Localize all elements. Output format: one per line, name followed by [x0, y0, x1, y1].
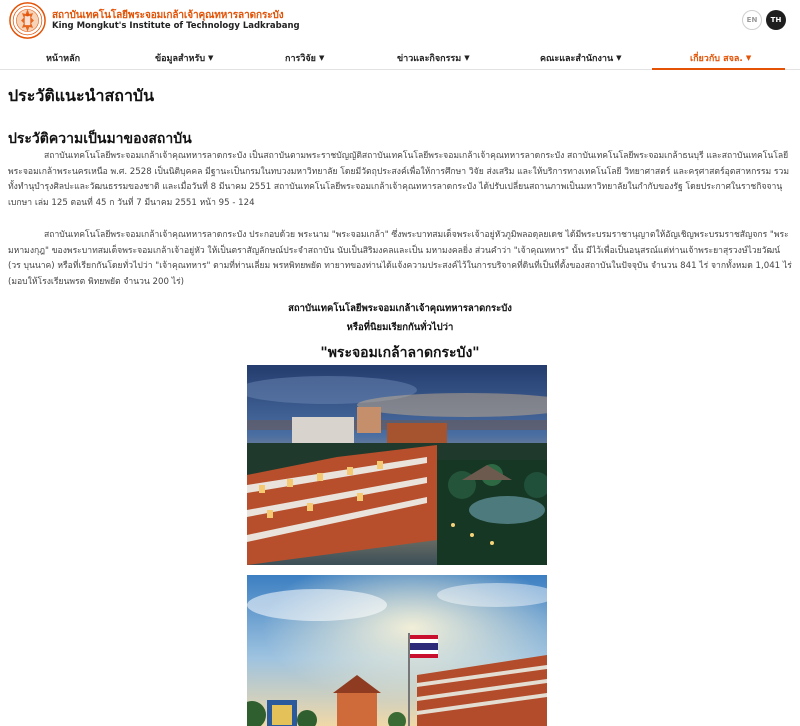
chevron-down-icon: ▼ [318, 54, 325, 62]
site-header [0, 0, 800, 42]
page-title: ประวัติแนะนำสถาบัน [8, 86, 155, 105]
nav-item-faculties[interactable] [540, 51, 622, 65]
language-en-button[interactable]: EN [742, 10, 762, 30]
nav-item-label: หน้าหลัก [46, 54, 81, 64]
caption-commonly-called: หรือที่นิยมเรียกกันทั่วไปว่า [346, 322, 454, 333]
language-th-button[interactable]: TH [766, 10, 786, 30]
chevron-down-icon: ▼ [208, 54, 214, 62]
brand-name-english[interactable]: King Mongkut's Institute of Technology Ladkrabang [52, 21, 300, 31]
campus-dusk-photo [247, 365, 547, 565]
chevron-down-icon: ▼ [464, 54, 470, 62]
caption-institute-name: สถาบันเทคโนโลยีพระจอมเกล้าเจ้าคุณทหารลาดกระบัง [288, 303, 512, 314]
nav-item-label: เกี่ยวกับ สจล. [690, 54, 743, 64]
nav-item-about[interactable] [690, 51, 751, 65]
history-paragraph-2: สถาบันเทคโนโลยีพระจอมเกล้าเจ้าคุณทหารลาดกระบัง ประกอบด้วย พระนาม "พระจอมเกล้า" ซึ่งพระบาทสมเด็จพระเจ้าอยู่หัวภูมิพลอดุลยเดช ได้มีพระบรมราชานุญาตให้อัญเชิญพระบรมราชสัญจกร "พระมหามงกุฎ" ของพระบาทสมเด็จพระจอมเกล้าเจ้าอยู่หัว ให้เป็นตราสัญลักษณ์ประจำสถาบัน นับเป็นสิริมงคลและเป็น มหามงคลยิ่ง ส่วนคำว่า "เจ้าคุณทหาร" นั้น มีไว้เพื่อเป็นอนุสรณ์แด่ท่านเจ้าพระยาสุรวงษ์ไวยวัฒน์ (วร บุนนาค) หรือที่เรียกกันโดยทั่วไปว่า "เจ้าคุณทหาร" ตามที่ท่านเลี่ยม พรหพิทยพยัต ทายาทของท่านได้แจ้งความประสงค์ไว้ในการบริจาคที่ดินที่เป็นที่ตั้งของสถาบันในปัจจุบัน จำนวน 841 ไร่ จากทั้งหมด 1,041 ไร่ (มอบให้โรงเรียนพรต พิทยพยัต จำนวน 200 ไร่) [8, 230, 792, 287]
nav-item-label: คณะและสำนักงาน [540, 54, 614, 64]
nav-item-news-activities[interactable] [397, 51, 470, 65]
section-title: ประวัติความเป็นมาของสถาบัน [8, 131, 192, 147]
chevron-down-icon: ▼ [745, 54, 752, 62]
history-paragraph-1: สถาบันเทคโนโลยีพระจอมเกล้าเจ้าคุณทหารลาดกระบัง เป็นสถาบันตามพระราชบัญญัติสถาบันเทคโนโลยีพระจอมเกล้าเจ้าคุณทหารลาดกระบัง สถาบันเทคโนโลยีพระจอมเกล้าธนบุรี และสถาบันเทคโนโลยีพระจอมเกล้าพระนครเหนือ พ.ศ. 2528 เป็นนิติบุคคล มีฐานะเป็นกรมในทบวงมหาวิทยาลัย โดยมีวัตถุประสงค์เพื่อให้การศึกษา วิจัย ส่งเสริม และให้บริการทางเทคโนโลยี วิทยาศาสตร์ และครุศาสตร์อุตสาหกรรม รวมทั้งทำนุบำรุงศิลปะและวัฒนธรรมของชาติ และเมื่อวันที่ 8 มีนาคม 2551 สถาบันเทคโนโลยีพระจอมเกล้าเจ้าคุณทหารลาดกระบัง ได้ปรับเปลี่ยนสถานภาพเป็นมหาวิทยาลัยในกำกับของรัฐ โดยประกาศในราชกิจจานุเบกษา เล่ม 125 ตอนที่ 45 ก วันที่ 7 มีนาคม 2551 หน้า 95 - 124 [8, 151, 790, 208]
nav-active-underline [652, 68, 785, 70]
nav-item-label: ข่าวและกิจกรรม [397, 54, 462, 64]
kmitl-seal-logo[interactable] [9, 2, 46, 39]
main-navigation [0, 44, 800, 70]
brand-name-thai[interactable]: สถาบันเทคโนโลยีพระจอมเกล้าเจ้าคุณทหารลาดกระบัง [52, 10, 284, 21]
nav-item-info-for[interactable] [155, 51, 213, 65]
nav-item-research[interactable] [285, 51, 324, 65]
campus-building-flag-photo [247, 575, 547, 726]
nav-item-home[interactable] [46, 51, 80, 65]
nav-item-label: ข้อมูลสำหรับ [155, 54, 206, 64]
caption-nickname: "พระจอมเกล้าลาดกระบัง" [320, 345, 480, 361]
chevron-down-icon: ▼ [616, 54, 622, 62]
nav-item-label: การวิจัย [285, 54, 316, 64]
